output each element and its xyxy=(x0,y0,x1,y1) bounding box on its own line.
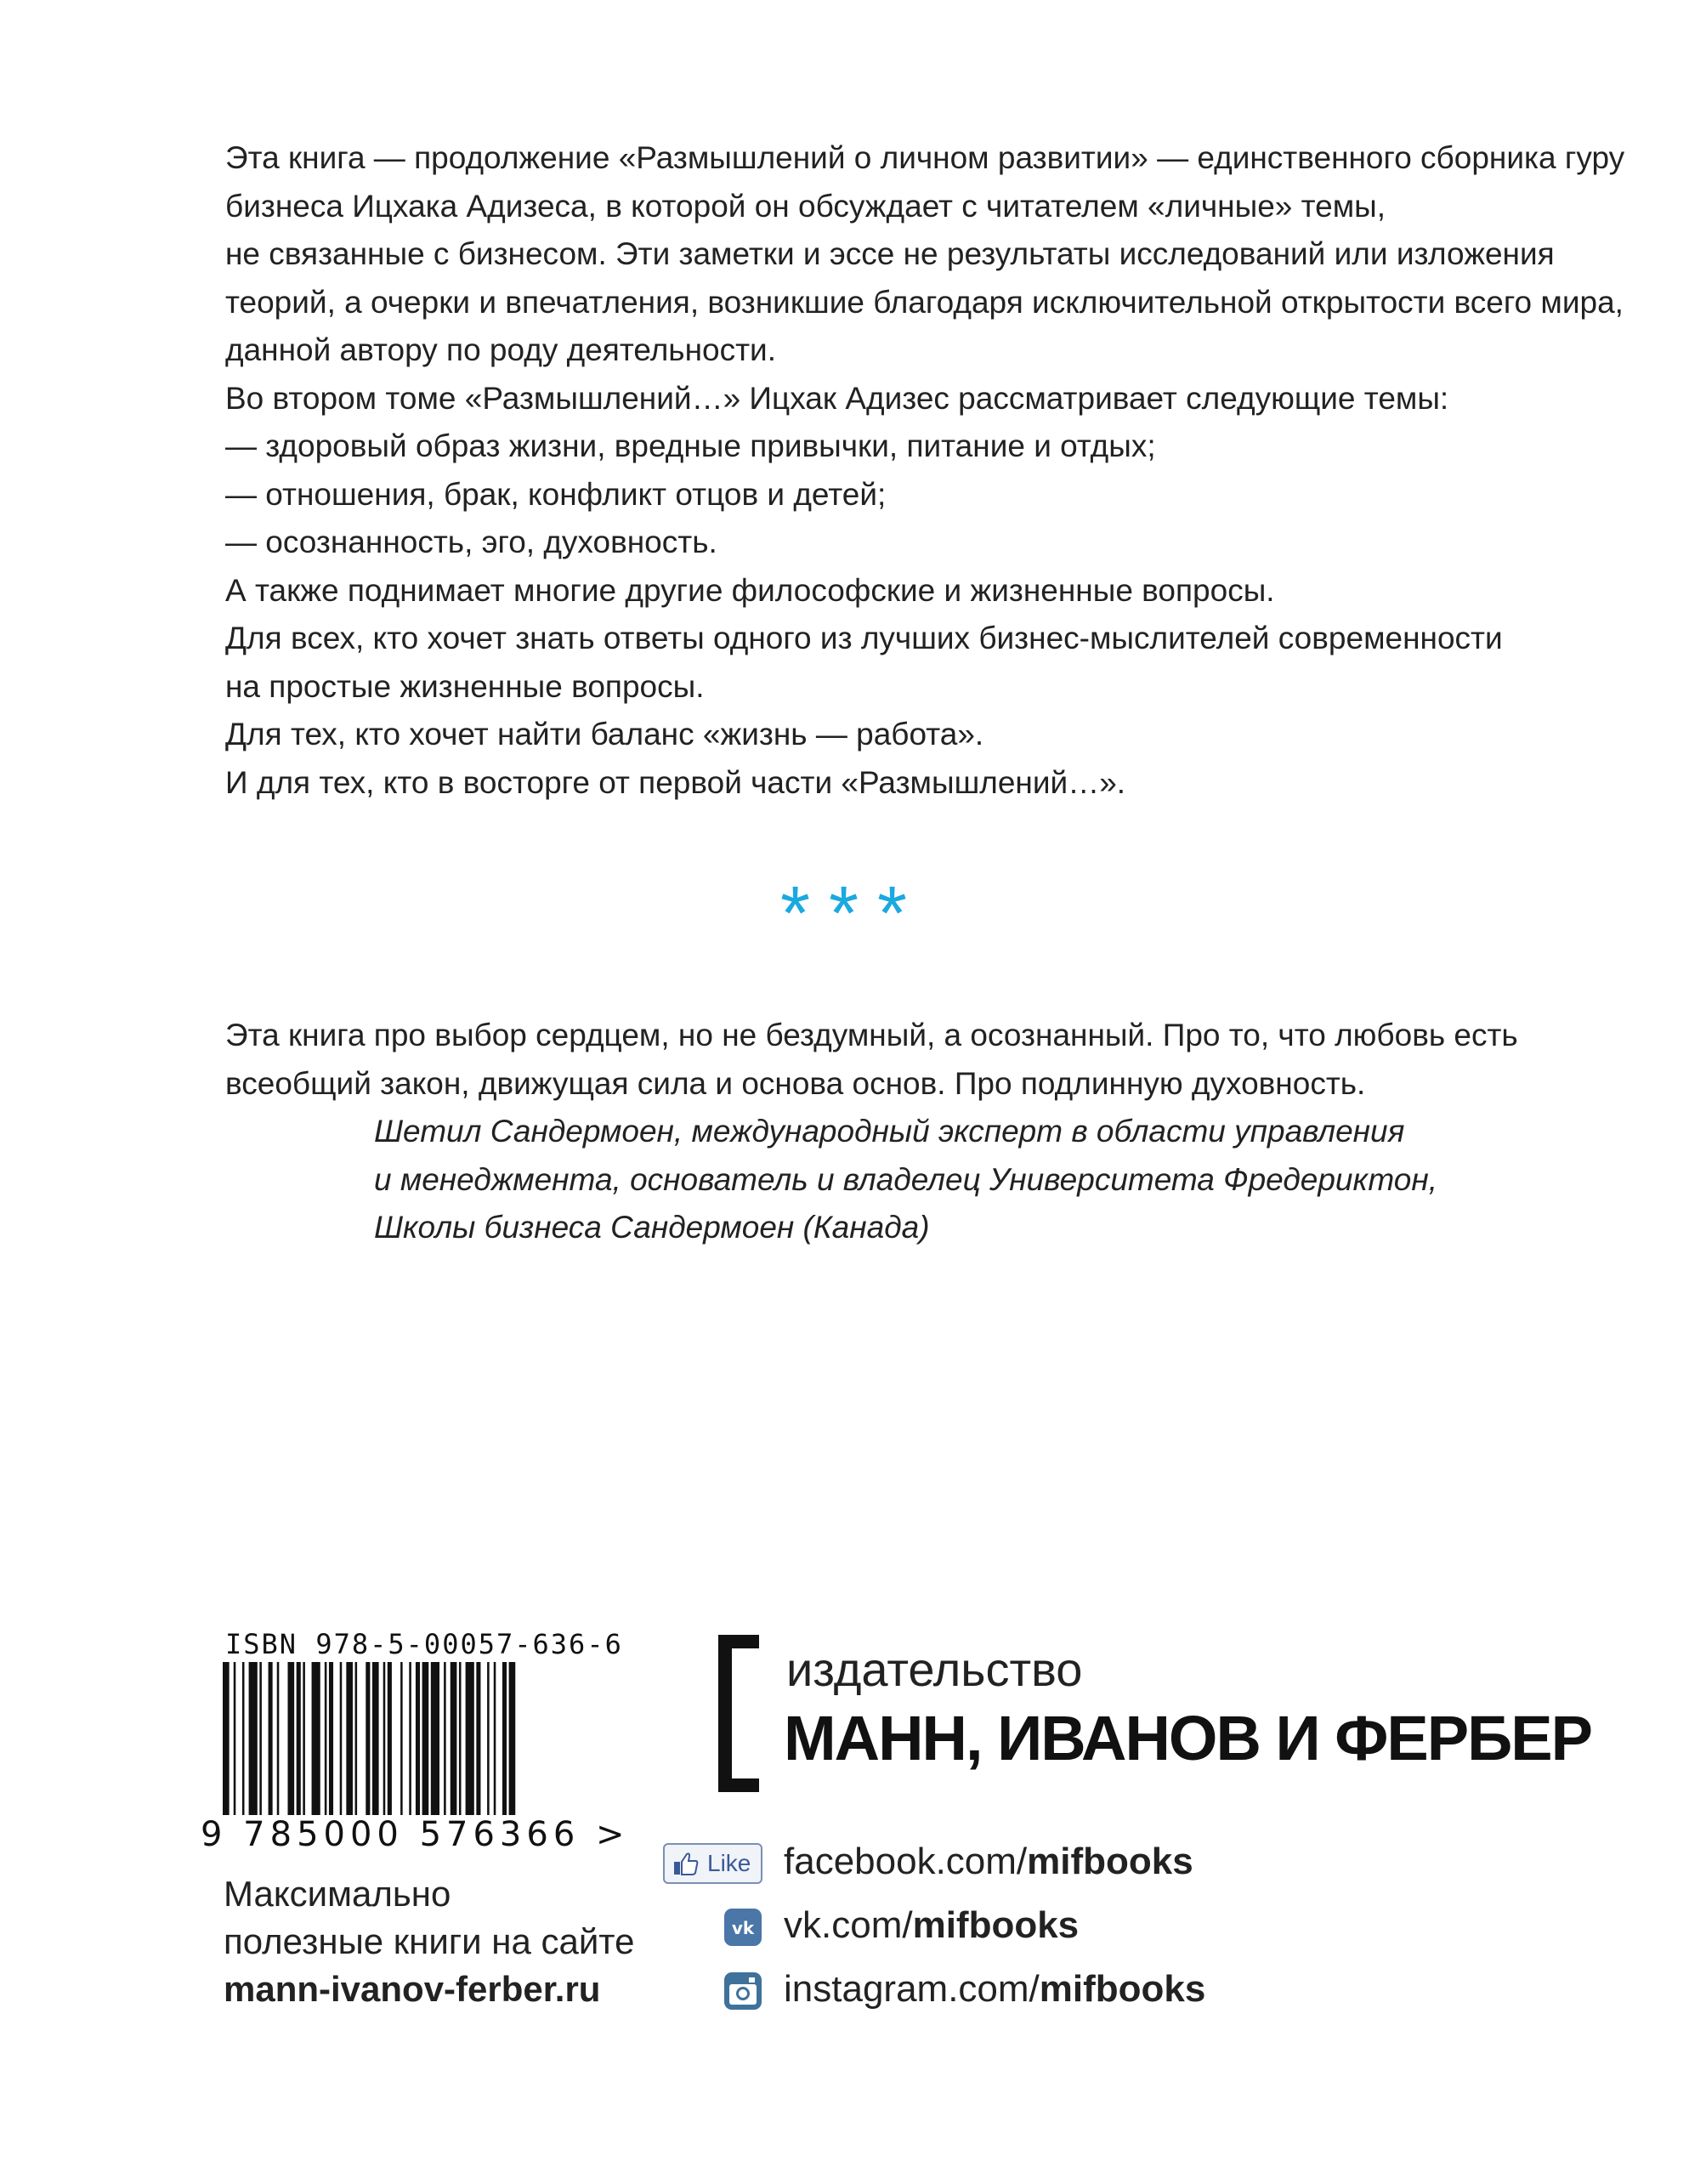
barcode-bar xyxy=(487,1662,490,1815)
barcode-bar xyxy=(400,1662,403,1815)
description-line: Во втором томе «Размышлений…» Ицхак Адизес рассматривает следующие темы: xyxy=(225,380,1449,416)
thumbs-up-icon xyxy=(673,1852,699,1875)
barcode-bar xyxy=(277,1662,280,1815)
separator-stars: *** xyxy=(779,871,927,956)
description-line: не связанные с бизнесом. Эти заметки и эссе не результаты исследований или изложения xyxy=(225,236,1555,271)
barcode-bar xyxy=(269,1662,273,1815)
barcode-bar xyxy=(366,1662,370,1815)
description-line: Эта книга — продолжение «Размышлений о личном развитии» — единственного сборника гуру xyxy=(225,140,1625,175)
barcode-bar xyxy=(416,1662,420,1815)
barcode-bar xyxy=(409,1662,411,1815)
facebook-handle: mifbooks xyxy=(1027,1841,1193,1882)
publisher-label: издательство xyxy=(786,1642,1083,1696)
barcode-bar xyxy=(444,1662,446,1815)
attribution-line: Шетил Сандермоен, международный эксперт в области управления xyxy=(374,1114,1405,1149)
vk-url xyxy=(784,1902,1079,1949)
site-url-link[interactable]: mann-ivanov-ferber.ru xyxy=(224,1969,601,2009)
barcode-bar xyxy=(494,1662,496,1815)
barcode-bar xyxy=(340,1662,343,1815)
description-line: А также поднимает многие другие философские и жизненные вопросы. xyxy=(225,572,1275,608)
description-line: — отношения, брак, конфликт отцов и детей; xyxy=(225,476,887,512)
description-line: — здоровый образ жизни, вредные привычки, питание и отдых; xyxy=(225,428,1156,463)
facebook-url xyxy=(784,1838,1193,1886)
barcode-bar xyxy=(249,1662,258,1815)
like-label: Like xyxy=(707,1850,751,1876)
description-line: теорий, а очерки и впечатления, возникшие благодаря исключительной открытости всего мира, xyxy=(225,284,1624,320)
publisher-bracket-logo xyxy=(718,1635,761,1792)
barcode-bar xyxy=(297,1662,301,1815)
site-promo-line: полезные книги на сайте xyxy=(224,1921,635,1961)
quote-line: всеобщий закон, движущая сила и основа основ. Про подлинную духовность. xyxy=(225,1065,1366,1101)
barcode-bar xyxy=(451,1662,457,1815)
description-line: И для тех, кто в восторге от первой части «Размышлений…». xyxy=(225,764,1126,800)
barcode-bar xyxy=(422,1662,429,1815)
publisher-name: МАНН, ИВАНОВ И ФЕРБЕР xyxy=(784,1703,1591,1773)
instagram-icon xyxy=(724,1972,762,2010)
isbn-label: ISBN 978-5-00057-636-6 xyxy=(225,1628,623,1660)
barcode-bar xyxy=(346,1662,353,1815)
barcode-bar xyxy=(355,1662,358,1815)
barcode-bar xyxy=(431,1662,439,1815)
description-line: бизнеса Ицхака Адизеса, в которой он обсуждает с читателем «личные» темы, xyxy=(225,188,1386,224)
barcode-bar xyxy=(288,1662,295,1815)
site-promo-line: Максимально xyxy=(224,1874,451,1914)
barcode-bar xyxy=(325,1662,327,1815)
barcode-bar xyxy=(312,1662,320,1815)
instagram-prefix: instagram.com/ xyxy=(784,1968,1040,2010)
description-line: Для всех, кто хочет знать ответы одного из лучших бизнес-мыслителей современности xyxy=(225,621,1503,655)
site-promo xyxy=(224,1870,634,2013)
vk-handle: mifbooks xyxy=(912,1904,1080,1946)
barcode-bar xyxy=(259,1662,262,1815)
description-line: на простые жизненные вопросы. xyxy=(225,668,705,704)
barcode-bar xyxy=(476,1662,480,1815)
barcode-bar xyxy=(388,1662,392,1815)
description-line: Для тех, кто хочет найти баланс «жизнь — работа». xyxy=(225,717,984,752)
svg-text:vk: vk xyxy=(731,1918,755,1938)
review-attribution xyxy=(374,1108,1437,1252)
description-line: данной автору по роду деятельности. xyxy=(225,332,776,367)
instagram-handle: mifbooks xyxy=(1039,1968,1206,2010)
barcode-bar xyxy=(303,1662,305,1815)
vk-prefix: vk.com/ xyxy=(784,1904,913,1946)
barcode-bar xyxy=(242,1662,245,1815)
barcode-bar xyxy=(234,1662,236,1832)
barcode-bar xyxy=(329,1662,333,1815)
barcode-bar xyxy=(383,1662,386,1815)
barcode-bar xyxy=(466,1662,474,1815)
barcode-number: 9 785000 576366 > xyxy=(197,1815,633,1854)
barcode-bar xyxy=(509,1662,516,1832)
barcode-bar xyxy=(502,1662,507,1815)
barcode-bar xyxy=(459,1662,462,1815)
instagram-url xyxy=(784,1966,1205,2013)
attribution-line: Школы бизнеса Сандермоен (Канада) xyxy=(374,1210,930,1245)
quote-line: Эта книга про выбор сердцем, но не бездумный, а осознанный. Про то, что любовь есть xyxy=(225,1018,1518,1052)
barcode xyxy=(221,1662,536,1832)
attribution-line: и менеджмента, основатель и владелец Университета Фредериктон, xyxy=(374,1161,1438,1197)
vk-icon xyxy=(724,1909,762,1946)
barcode-bar xyxy=(372,1662,379,1832)
book-description xyxy=(225,134,1625,807)
barcode-bar xyxy=(223,1662,230,1832)
description-line: — осознанность, эго, духовность. xyxy=(225,525,717,559)
facebook-like-button[interactable] xyxy=(663,1843,762,1884)
facebook-prefix: facebook.com/ xyxy=(784,1841,1028,1882)
review-quote xyxy=(225,1012,1518,1108)
